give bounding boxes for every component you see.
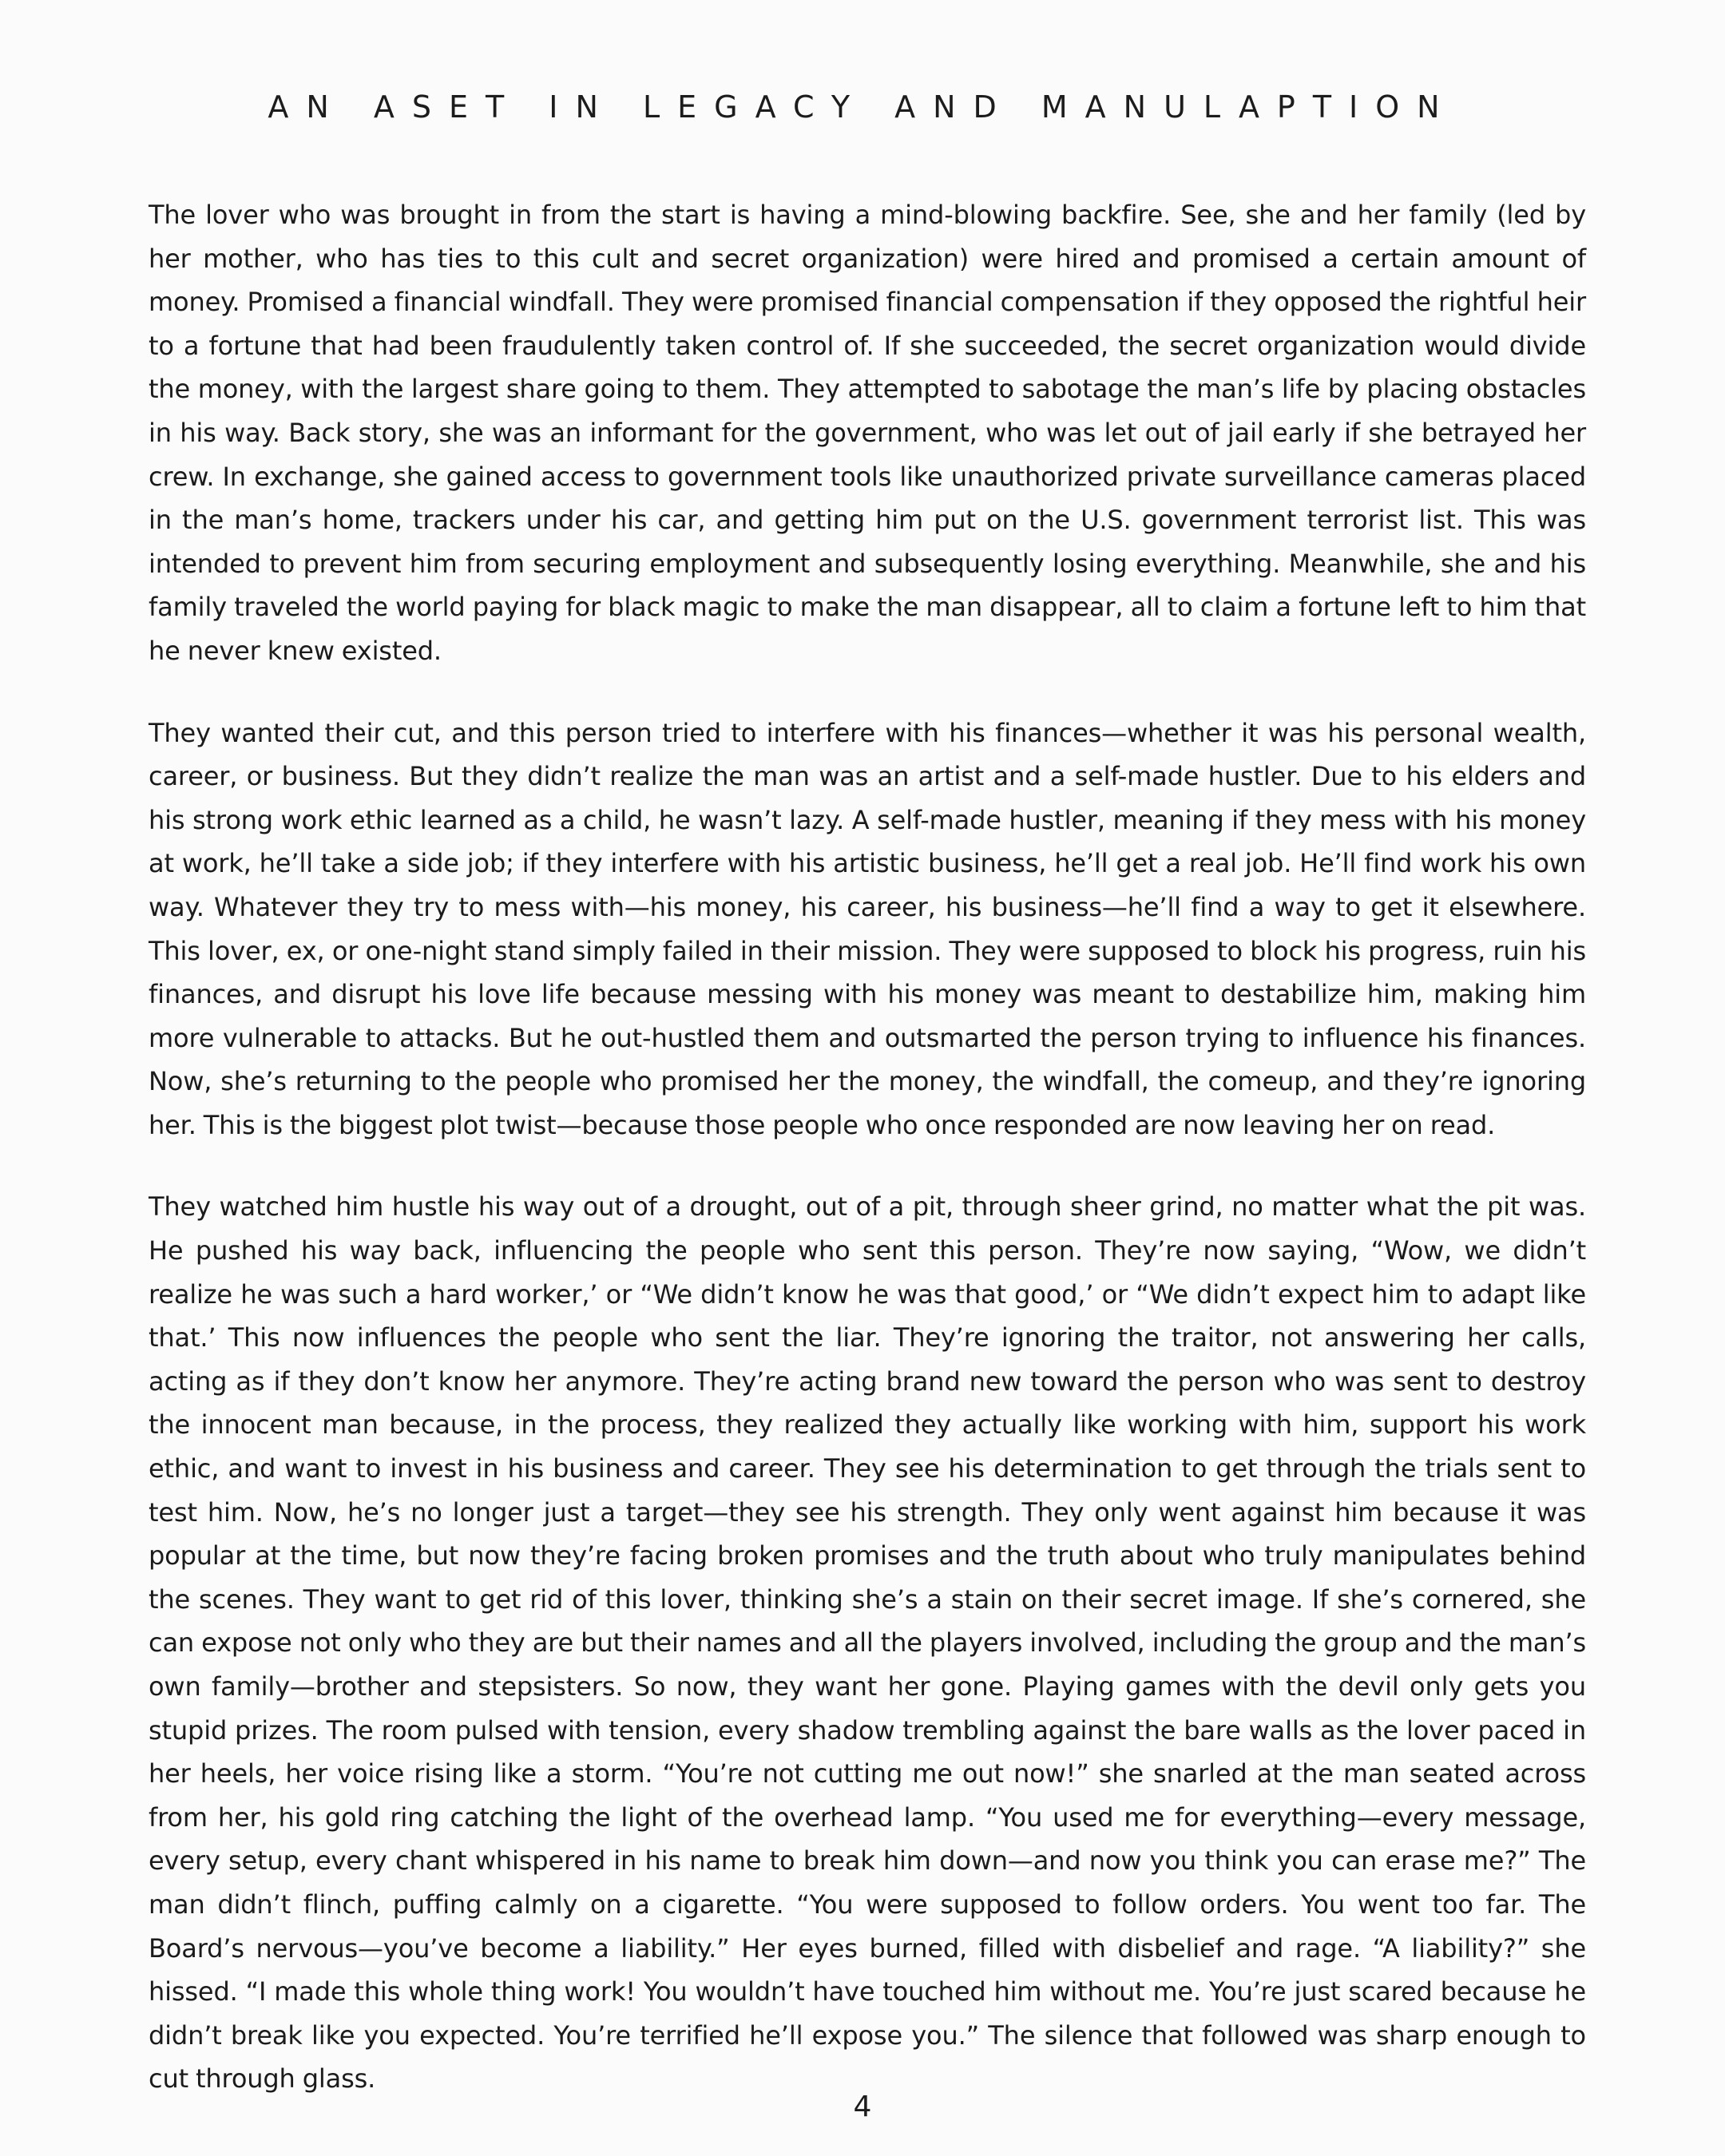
page-number: 4	[853, 2091, 872, 2123]
paragraph-2: They wanted their cut, and this person tried to interfere with his finances—whether it was his personal wealth, career, or business. But they didn’t realize the man was an artist and a self-made hustler. Due to his elders and his strong work ethic learned as a child, he wasn’t lazy. A self-made hustler, meaning if they mess with his money at work, he’ll take a side job; if they interfere with his artistic business, he’ll get a real job. He’ll find work his own way. Whatever they try to mess with—his money, his career, his business—he’ll find a way to get it elsewhere. This lover, ex, or one-night stand simply failed in their mission. They were supposed to block his progress, ruin his finances, and disrupt his love life because messing with his money was meant to destabilize him, making him more vulnerable to attacks. But he out-hustled them and outsmarted the person trying to influence his finances. Now, she’s returning to the people who promised her the money, the windfall, the comeup, and they’re ignoring her. This is the biggest plot twist—because those people who once responded are now leaving her on read.	[149, 717, 1586, 1140]
paragraph-3: They watched him hustle his way out of a drought, out of a pit, through sheer grind, no matter what the pit was. He pushed his way back, influencing the people who sent this person. They’re now saying, “Wow, we didn’t realize he was such a hard worker,’ or “We didn’t know he was that good,’ or “We didn’t expect him to adapt like that.’ This now influences the people who sent the liar. They’re ignoring the traitor, not answering her calls, acting as if they don’t know her anymore. They’re acting brand new toward the person who was sent to destroy the innocent man because, in the process, they realized they actually like working with him, support his work ethic, and want to invest in his business and career. They see his determination to get through the trials sent to test him. Now, he’s no longer just a target—they see his strength. They only went against him because it was popular at the time, but now they’re facing broken promises and the truth about who truly manipulates behind the scenes. They want to get rid of this lover, thinking she’s a stain on their secret image. If she’s cornered, she can expose not only who they are but their names and all the players involved, including the group and the man’s own family—brother and stepsisters. So now, they want her gone. Playing games with the devil only gets you stupid prizes. The room pulsed with tension, every shadow trembling against the bare walls as the lover paced in her heels, her voice rising like a storm. “You’re not cutting me out now!” she snarled at the man seated across from her, his gold ring catching the light of the overhead lamp. “You used me for everything—every message, every setup, every chant whispered in his name to break him down—and now you think you can erase me?” The man didn’t flinch, puffing calmly on a cigarette. “You were supposed to follow orders. You went too far. The Board’s nervous—you’ve become a liability.” Her eyes burned, filled with disbelief and rage. “A liability?” she hissed. “I made this whole thing work! You wouldn’t have touched him without me. You’re just scared because he didn’t break like you expected. You’re terrified he’ll expose you.” The silence that followed was sharp enough to cut through glass.	[149, 1191, 1586, 2095]
body-text	[149, 193, 1586, 2139]
paragraph-1: The lover who was brought in from the start is having a mind-blowing backfire. See, she and her family (led by her mother, who has ties to this cult and secret organization) were hired and promised a certain amount of money. Promised a financial windfall. They were promised financial compensation if they opposed the rightful heir to a fortune that had been fraudulently taken control of. If she succeeded, the secret organization would divide the money, with the largest share going to them. They attempted to sabotage the man’s life by placing obstacles in his way. Back story, she was an informant for the government, who was let out of jail early if she betrayed her crew. In exchange, she gained access to government tools like unauthorized private surveillance cameras placed in the man’s home, trackers under his car, and getting him put on the U.S. government terrorist list. This was intended to prevent him from securing employment and subsequently losing everything. Meanwhile, she and his family traveled the world paying for black magic to make the man disappear, all to claim a fortune left to him that he never knew existed.	[149, 200, 1586, 666]
running-header-title: AN ASET IN LEGACY AND MANULAPTION	[268, 89, 1457, 125]
